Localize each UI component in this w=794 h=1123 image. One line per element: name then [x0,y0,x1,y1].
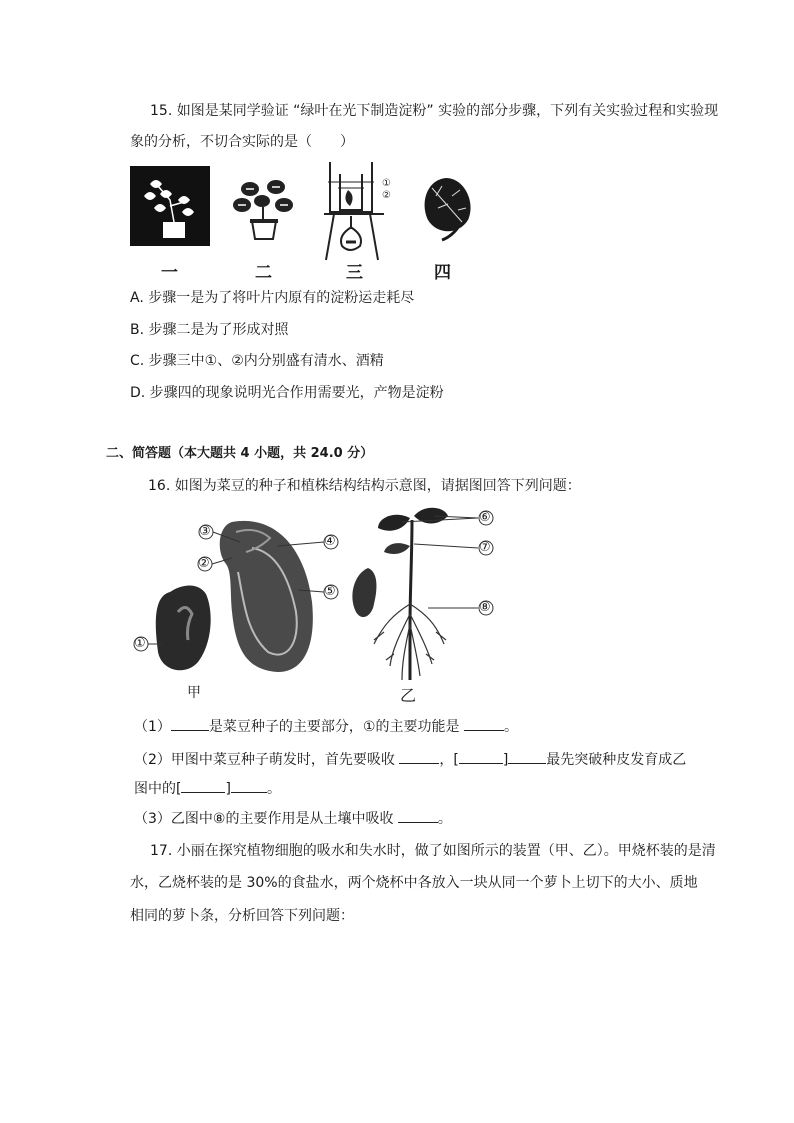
beaker-mark-2: ② [382,190,391,201]
q15-option-b: B. 步骤二是为了形成对照 [130,322,289,338]
section2-heading: 二、简答题（本大题共 4 小题，共 24.0 分） [106,446,374,461]
bean-plant-structure-figure [344,504,504,700]
answer-blank-5[interactable] [508,749,546,764]
sub1-text: 是菜豆种子的主要部分，①的主要功能是 [208,719,460,735]
answer-blank-2[interactable] [464,716,504,731]
sub2-text-g: 。 [266,781,281,797]
step-label-2: 二 [255,263,272,283]
answer-blank-7[interactable] [231,778,267,793]
step4-stained-leaf-figure [418,174,476,244]
sub2-text-d: 最先突破种皮发育成乙 [546,752,687,768]
q17-line1: 17. 小丽在探究植物细胞的吸水和失水时，做了如图所示的装置（甲、乙）。甲烧杯装的是清 [150,843,716,859]
sub2-text-c: ] [502,752,509,768]
seed-mark-5: ⑤ [324,584,336,599]
plant-mark-8: ⑧ [479,600,491,615]
answer-blank-4[interactable] [459,749,503,764]
seed-mark-3: ③ [199,524,211,539]
q16-sub2-line1 [134,749,686,770]
sub1-number: （1） [134,719,171,735]
q15-stem-line2: 象的分析，不切合实际的是（ ） [130,134,354,150]
bean-seed-structure-figure [128,512,352,704]
q16-sub1 [134,716,518,737]
q17-line2: 水，乙烧杯装的是 30%的食盐水，两个烧杯中各放入一块从同一个萝卜上切下的大小、质地 [130,875,698,891]
sub3-text: （3）乙图中⑧的主要作用是从土壤中吸收 [134,811,394,827]
q16-sub3 [134,808,452,829]
q15-option-c: C. 步骤三中①、②内分别盛有清水、酒精 [130,353,384,369]
sub1-end: 。 [503,719,518,735]
answer-blank-1[interactable] [171,716,209,731]
q16-stem: 16. 如图为菜豆的种子和植株结构结构示意图，请据图回答下列问题： [148,478,581,494]
plant-mark-7: ⑦ [479,540,491,555]
q15-option-d: D. 步骤四的现象说明光合作用需要光，产物是淀粉 [130,385,444,401]
answer-blank-3[interactable] [399,749,439,764]
q15-stem-line1: 15. 如图是某同学验证 “绿叶在光下制造淀粉” 实验的部分步骤，下列有关实验过程和实验现 [150,103,719,119]
seed-mark-4: ④ [324,534,336,549]
step1-darkened-plant-figure [130,166,210,246]
answer-blank-8[interactable] [398,808,438,823]
step2-plant-figure [232,175,296,243]
sub2-text-f: ] [225,781,231,797]
q15-option-a: A. 步骤一是为了将叶片内原有的淀粉运走耗尽 [130,290,415,306]
seed-mark-2: ② [198,556,210,571]
seed-mark-1: ① [134,636,146,651]
beaker-mark-1: ① [382,178,391,189]
answer-blank-6[interactable] [181,778,225,793]
sub2-text-e: 图中的[ [134,781,182,797]
sub3-end: 。 [437,811,452,827]
step-label-1: 一 [161,263,178,283]
q17-line3: 相同的萝卜条，分析回答下列问题： [130,908,354,924]
sub2-text-b: ，[ [439,752,459,768]
sub2-text-a: （2）甲图中菜豆种子萌发时，首先要吸收 [134,752,395,768]
step3-water-bath-figure [320,160,400,262]
q16-sub2-line2 [134,778,281,799]
step-label-3: 三 [346,263,363,283]
figure-label-jia: 甲 [187,685,201,701]
figure-label-yi: 乙 [400,686,417,705]
plant-mark-6: ⑥ [479,510,491,525]
step-label-4: 四 [434,263,451,283]
